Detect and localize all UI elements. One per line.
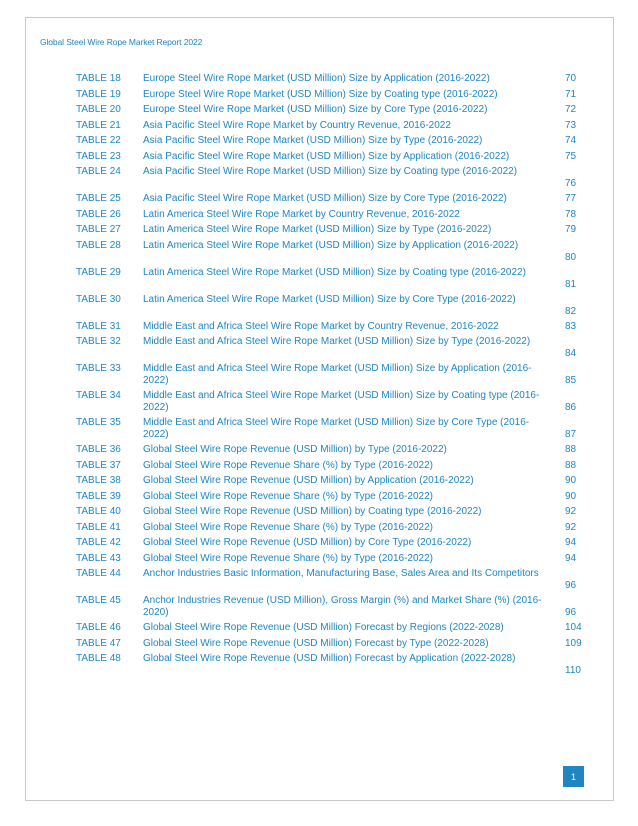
toc-page-number: 74 [565, 135, 577, 146]
toc-table-title: Global Steel Wire Rope Revenue (USD Million) by Application (2016-2022) [143, 475, 474, 486]
toc-table-number: TABLE 33 [76, 363, 121, 374]
toc-entry[interactable] [0, 336, 638, 363]
toc-table-title: Global Steel Wire Rope Revenue Share (%) by Type (2016-2022) [143, 490, 433, 502]
toc-table-title: Latin America Steel Wire Rope Market (USD Million) Size by Coating type (2016-2022) [143, 266, 526, 278]
toc-table-number: TABLE 38 [76, 475, 121, 486]
toc-page-number: 96 [565, 607, 577, 618]
toc-page-number: 79 [565, 224, 577, 235]
toc-table-title: Middle East and Africa Steel Wire Rope Market (USD Million) Size by Type (2016-2022) [143, 336, 531, 347]
toc-page-number: 84 [565, 348, 577, 359]
toc-page-number: 85 [565, 375, 577, 386]
toc-table-number: TABLE 22 [76, 135, 121, 146]
toc-table-number: TABLE 43 [76, 552, 121, 564]
toc-page-number: 87 [565, 429, 577, 440]
toc-page-number: 82 [565, 305, 577, 317]
toc-table-title: Middle East and Africa Steel Wire Rope Market (USD Million) Size by Application (2016-2022) [143, 363, 532, 386]
toc-page-number: 94 [565, 537, 577, 548]
toc-table-title: Asia Pacific Steel Wire Rope Market by Country Revenue, 2016-2022 [143, 119, 451, 131]
toc-page-number: 80 [565, 251, 577, 263]
toc-table-number: TABLE 25 [76, 193, 121, 204]
toc-page-number: 86 [565, 402, 577, 413]
toc-table-title: Global Steel Wire Rope Revenue Share (%) by Type (2016-2022) [143, 552, 433, 564]
toc-table-number: TABLE 46 [76, 622, 121, 633]
toc-entry[interactable] [0, 151, 638, 167]
toc-table-number: TABLE 19 [76, 88, 121, 100]
toc-table-number: TABLE 20 [76, 104, 121, 115]
toc-entry[interactable] [0, 104, 638, 120]
toc-page-number: 92 [565, 521, 577, 533]
toc-table-title: Asia Pacific Steel Wire Rope Market (USD Million) Size by Application (2016-2022) [143, 150, 510, 162]
toc-page-number: 96 [565, 580, 577, 591]
toc-entry[interactable] [0, 224, 638, 240]
toc-page-number: 104 [565, 622, 582, 633]
toc-entry[interactable] [0, 73, 638, 89]
toc-table-number: TABLE 27 [76, 224, 121, 235]
toc-table-title: Anchor Industries Basic Information, Manufacturing Base, Sales Area and Its Competitors [143, 568, 539, 579]
toc-page-number: 90 [565, 475, 577, 486]
toc-page-number: 94 [565, 552, 577, 564]
toc-entry[interactable] [0, 417, 638, 444]
toc-table-number: TABLE 18 [76, 73, 121, 84]
toc-entry[interactable] [0, 267, 638, 294]
toc-table-number: TABLE 23 [76, 150, 121, 162]
toc-table-number: TABLE 37 [76, 459, 121, 471]
report-header: Global Steel Wire Rope Market Report 2022 [40, 37, 203, 47]
toc-table-title: Latin America Steel Wire Rope Market (USD Million) Size by Application (2016-2022) [143, 239, 519, 251]
toc-entry[interactable] [0, 553, 638, 569]
toc-table-title: Europe Steel Wire Rope Market (USD Million) Size by Coating type (2016-2022) [143, 88, 498, 100]
toc-entry[interactable] [0, 506, 638, 522]
toc-table-title: Anchor Industries Revenue (USD Million), Gross Margin (%) and Market Share (%) (2016-2020) [143, 595, 542, 618]
toc-table-number: TABLE 48 [76, 653, 121, 664]
toc-entry[interactable] [0, 568, 638, 595]
toc-table-title: Global Steel Wire Rope Revenue Share (%) by Type (2016-2022) [143, 459, 433, 471]
toc-table-title: Middle East and Africa Steel Wire Rope Market (USD Million) Size by Core Type (2016-2022) [143, 417, 530, 440]
toc-entry[interactable] [0, 491, 638, 507]
toc-table-title: Latin America Steel Wire Rope Market (USD Million) Size by Core Type (2016-2022) [143, 293, 516, 305]
toc-table-number: TABLE 35 [76, 417, 121, 428]
toc-entry[interactable] [0, 240, 638, 267]
toc-table-number: TABLE 44 [76, 568, 121, 579]
toc-page-number: 76 [565, 178, 577, 189]
toc-entry[interactable] [0, 390, 638, 417]
toc-entry[interactable] [0, 135, 638, 151]
toc-table-number: TABLE 42 [76, 537, 121, 548]
toc-entry[interactable] [0, 537, 638, 553]
toc-entry[interactable] [0, 475, 638, 491]
toc-table-number: TABLE 32 [76, 336, 121, 347]
toc-page-number: 83 [565, 320, 577, 332]
toc-table-number: TABLE 28 [76, 239, 121, 251]
toc-table-number: TABLE 30 [76, 293, 121, 305]
toc-entry[interactable] [0, 120, 638, 136]
toc-entry[interactable] [0, 89, 638, 105]
page-number-badge: 1 [563, 766, 584, 787]
toc-table-number: TABLE 40 [76, 506, 121, 517]
toc-table-title: Global Steel Wire Rope Revenue (USD Million) by Coating type (2016-2022) [143, 506, 482, 517]
toc-table-title: Global Steel Wire Rope Revenue (USD Million) Forecast by Application (2022-2028) [143, 653, 516, 664]
toc-table-title: Asia Pacific Steel Wire Rope Market (USD Million) Size by Type (2016-2022) [143, 135, 483, 146]
toc-page-number: 70 [565, 73, 577, 84]
toc-entry[interactable] [0, 638, 638, 654]
toc-page-number: 92 [565, 506, 577, 517]
toc-table-title: Europe Steel Wire Rope Market (USD Million) Size by Application (2016-2022) [143, 73, 490, 84]
toc-table-number: TABLE 36 [76, 444, 121, 455]
toc-entry[interactable] [0, 444, 638, 460]
toc-entry[interactable] [0, 522, 638, 538]
toc-table-title: Global Steel Wire Rope Revenue Share (%) by Type (2016-2022) [143, 521, 433, 533]
toc-table-number: TABLE 41 [76, 521, 121, 533]
toc-table-number: TABLE 21 [76, 119, 121, 131]
toc-page-number: 73 [565, 119, 577, 131]
toc-table-title: Asia Pacific Steel Wire Rope Market (USD Million) Size by Core Type (2016-2022) [143, 193, 507, 204]
toc-page-number: 78 [565, 208, 577, 220]
toc-table-number: TABLE 34 [76, 390, 121, 401]
toc-page-number: 77 [565, 193, 577, 204]
toc-table-title: Latin America Steel Wire Rope Market by Country Revenue, 2016-2022 [143, 208, 460, 220]
toc-table-title: Middle East and Africa Steel Wire Rope Market (USD Million) Size by Coating type (2016-2022) [143, 390, 540, 413]
toc-table-title: Asia Pacific Steel Wire Rope Market (USD Million) Size by Coating type (2016-2022) [143, 166, 518, 177]
toc-entry[interactable] [0, 166, 638, 193]
toc-entry[interactable] [0, 622, 638, 638]
toc-entry[interactable] [0, 363, 638, 390]
toc-page-number: 72 [565, 104, 577, 115]
toc-table-title: Europe Steel Wire Rope Market (USD Million) Size by Core Type (2016-2022) [143, 104, 488, 115]
toc-table-number: TABLE 24 [76, 166, 121, 177]
toc-table-number: TABLE 47 [76, 637, 121, 649]
toc-table-number: TABLE 45 [76, 595, 121, 606]
toc-table-number: TABLE 29 [76, 266, 121, 278]
toc-page-number: 71 [565, 88, 577, 100]
toc-page-number: 88 [565, 459, 577, 471]
toc-table-title: Latin America Steel Wire Rope Market (USD Million) Size by Type (2016-2022) [143, 224, 492, 235]
toc-entry[interactable] [0, 294, 638, 321]
toc-page-number: 90 [565, 490, 577, 502]
toc-page-number: 81 [565, 278, 577, 290]
toc-table-title: Middle East and Africa Steel Wire Rope Market by Country Revenue, 2016-2022 [143, 320, 499, 332]
toc-page-number: 109 [565, 637, 582, 649]
toc-entry[interactable] [0, 460, 638, 476]
toc-entry[interactable] [0, 321, 638, 337]
toc-entry[interactable] [0, 653, 638, 680]
toc-entry[interactable] [0, 193, 638, 209]
toc-page-number: 88 [565, 444, 577, 455]
toc-entry[interactable] [0, 209, 638, 225]
toc-page-number: 75 [565, 150, 577, 162]
toc-table-title: Global Steel Wire Rope Revenue (USD Million) by Type (2016-2022) [143, 444, 447, 455]
toc-page-number: 110 [565, 665, 581, 676]
toc-table-title: Global Steel Wire Rope Revenue (USD Million) Forecast by Regions (2022-2028) [143, 622, 504, 633]
toc-table-title: Global Steel Wire Rope Revenue (USD Million) by Core Type (2016-2022) [143, 537, 472, 548]
toc-entry[interactable] [0, 595, 638, 622]
toc-table-number: TABLE 31 [76, 320, 121, 332]
toc-table-title: Global Steel Wire Rope Revenue (USD Million) Forecast by Type (2022-2028) [143, 637, 489, 649]
toc-table-number: TABLE 26 [76, 208, 121, 220]
toc-table-number: TABLE 39 [76, 490, 121, 502]
